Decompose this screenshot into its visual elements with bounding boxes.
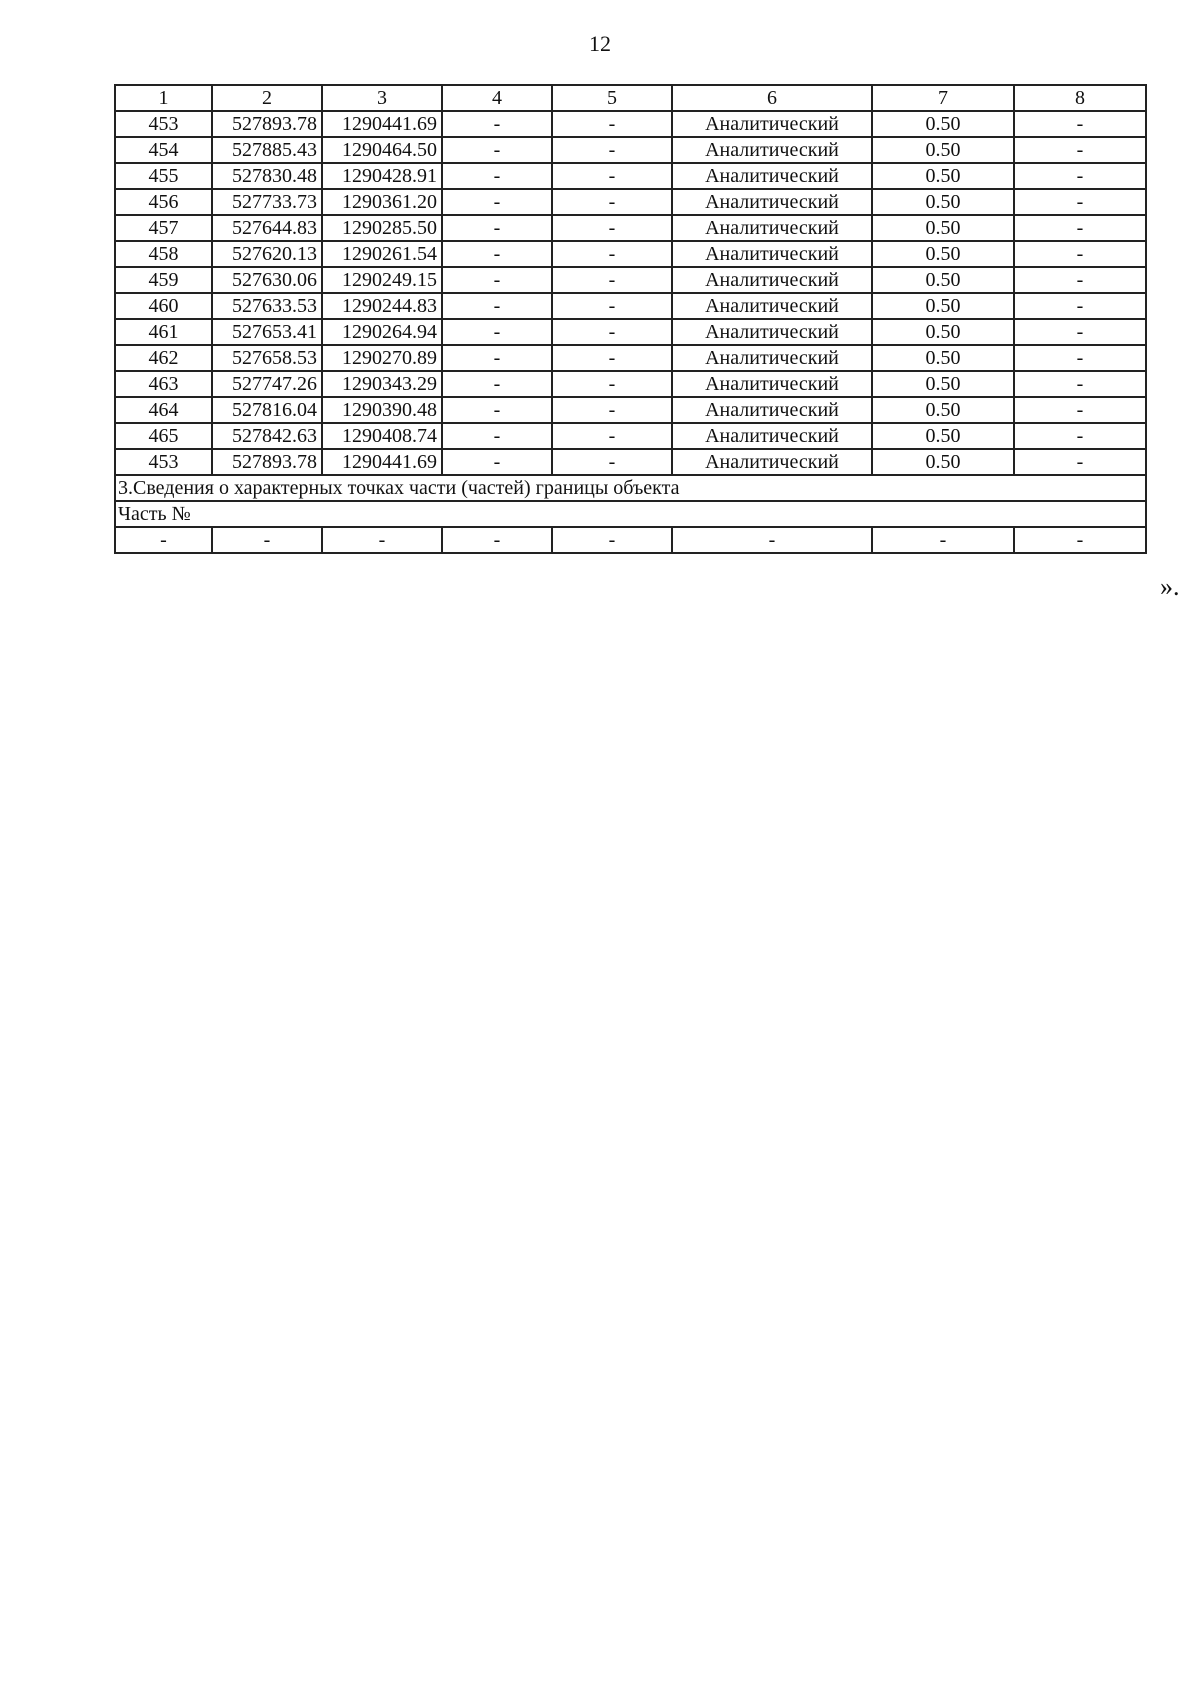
table-cell: - xyxy=(1014,215,1146,241)
table-cell: - xyxy=(552,267,672,293)
table-cell: - xyxy=(552,449,672,475)
table-cell: 453 xyxy=(115,449,212,475)
table-cell: 527658.53 xyxy=(212,345,322,371)
table-body xyxy=(115,85,1146,553)
table-cell: 1290261.54 xyxy=(322,241,442,267)
table-row xyxy=(115,163,1146,189)
table-cell: 1290390.48 xyxy=(322,397,442,423)
coordinates-table-container xyxy=(114,84,1145,554)
table-cell: 527747.26 xyxy=(212,371,322,397)
table-cell: - xyxy=(442,397,552,423)
table-row xyxy=(115,293,1146,319)
table-cell: 1290249.15 xyxy=(322,267,442,293)
table-cell: Аналитический xyxy=(672,137,872,163)
table-cell: - xyxy=(1014,293,1146,319)
table-cell: 0.50 xyxy=(872,293,1014,319)
table-cell: - xyxy=(1014,189,1146,215)
table-cell: 457 xyxy=(115,215,212,241)
table-cell: - xyxy=(212,527,322,553)
coordinates-table xyxy=(114,84,1147,554)
table-cell: - xyxy=(552,137,672,163)
section3-title: 3.Сведения о характерных точках части (частей) границы объекта xyxy=(115,475,1146,501)
table-cell: Аналитический xyxy=(672,423,872,449)
table-row xyxy=(115,215,1146,241)
table-cell: 458 xyxy=(115,241,212,267)
table-cell: - xyxy=(1014,319,1146,345)
table-cell: - xyxy=(552,163,672,189)
table-cell: - xyxy=(442,345,552,371)
table-cell: 0.50 xyxy=(872,163,1014,189)
table-cell: - xyxy=(552,215,672,241)
table-cell: Аналитический xyxy=(672,111,872,137)
table-cell: 527816.04 xyxy=(212,397,322,423)
page-number: 12 xyxy=(589,31,611,56)
table-cell: - xyxy=(442,423,552,449)
table-row xyxy=(115,241,1146,267)
table-cell: - xyxy=(442,215,552,241)
table-cell: 527893.78 xyxy=(212,111,322,137)
table-cell: - xyxy=(552,345,672,371)
part-label-row xyxy=(115,501,1146,527)
table-cell: - xyxy=(1014,397,1146,423)
table-cell: - xyxy=(442,319,552,345)
table-cell: 527893.78 xyxy=(212,449,322,475)
closing-quote-mark: ». xyxy=(1160,572,1180,601)
table-cell: 0.50 xyxy=(872,397,1014,423)
table-cell: Аналитический xyxy=(672,371,872,397)
table-cell: Аналитический xyxy=(672,319,872,345)
table-cell: Аналитический xyxy=(672,397,872,423)
table-cell: - xyxy=(1014,137,1146,163)
table-row xyxy=(115,371,1146,397)
table-cell: - xyxy=(1014,241,1146,267)
table-cell: - xyxy=(1014,267,1146,293)
table-cell: 459 xyxy=(115,267,212,293)
table-row xyxy=(115,449,1146,475)
table-cell: 1290343.29 xyxy=(322,371,442,397)
table-cell: - xyxy=(442,111,552,137)
table-cell: - xyxy=(1014,449,1146,475)
table-cell: 0.50 xyxy=(872,319,1014,345)
table-cell: 463 xyxy=(115,371,212,397)
table-cell: 1290441.69 xyxy=(322,449,442,475)
table-cell: 527620.13 xyxy=(212,241,322,267)
table-cell: - xyxy=(1014,345,1146,371)
table-cell: - xyxy=(672,527,872,553)
table-cell: 527653.41 xyxy=(212,319,322,345)
table-cell: - xyxy=(442,163,552,189)
table-cell: - xyxy=(322,527,442,553)
table-cell: 527630.06 xyxy=(212,267,322,293)
table-row xyxy=(115,345,1146,371)
table-cell: - xyxy=(1014,163,1146,189)
table-cell: - xyxy=(552,423,672,449)
table-cell: - xyxy=(1014,111,1146,137)
table-cell: 0.50 xyxy=(872,241,1014,267)
table-row xyxy=(115,267,1146,293)
table-cell: 5 xyxy=(552,85,672,111)
table-cell: - xyxy=(552,241,672,267)
table-cell: 527842.63 xyxy=(212,423,322,449)
table-cell: 1290464.50 xyxy=(322,137,442,163)
table-cell: - xyxy=(115,527,212,553)
table-cell: - xyxy=(552,293,672,319)
table-cell: Аналитический xyxy=(672,163,872,189)
table-cell: 0.50 xyxy=(872,137,1014,163)
table-cell: 6 xyxy=(672,85,872,111)
table-cell: 455 xyxy=(115,163,212,189)
table-cell: 1290285.50 xyxy=(322,215,442,241)
table-cell: - xyxy=(552,111,672,137)
table-cell: - xyxy=(1014,527,1146,553)
table-cell: Аналитический xyxy=(672,215,872,241)
table-cell: - xyxy=(442,293,552,319)
table-cell: 454 xyxy=(115,137,212,163)
table-cell: Аналитический xyxy=(672,345,872,371)
table-cell: 0.50 xyxy=(872,345,1014,371)
table-row xyxy=(115,397,1146,423)
table-cell: Аналитический xyxy=(672,189,872,215)
table-row xyxy=(115,137,1146,163)
table-cell: 2 xyxy=(212,85,322,111)
table-cell: 1290270.89 xyxy=(322,345,442,371)
table-row xyxy=(115,111,1146,137)
table-cell: Аналитический xyxy=(672,267,872,293)
table-cell: 1290264.94 xyxy=(322,319,442,345)
table-cell: - xyxy=(442,371,552,397)
table-cell: 527885.43 xyxy=(212,137,322,163)
table-cell: 460 xyxy=(115,293,212,319)
table-cell: - xyxy=(442,137,552,163)
table-cell: Аналитический xyxy=(672,293,872,319)
table-header-row xyxy=(115,85,1146,111)
table-cell: 527633.53 xyxy=(212,293,322,319)
table-cell: - xyxy=(552,371,672,397)
table-cell: 4 xyxy=(442,85,552,111)
table-row xyxy=(115,423,1146,449)
table-cell: 0.50 xyxy=(872,267,1014,293)
empty-part-row xyxy=(115,527,1146,553)
table-cell: 1290244.83 xyxy=(322,293,442,319)
table-cell: 7 xyxy=(872,85,1014,111)
table-cell: 527733.73 xyxy=(212,189,322,215)
table-cell: - xyxy=(552,319,672,345)
table-cell: Аналитический xyxy=(672,241,872,267)
table-cell: - xyxy=(442,241,552,267)
table-cell: 0.50 xyxy=(872,189,1014,215)
table-cell: 0.50 xyxy=(872,423,1014,449)
part-label: Часть № xyxy=(115,501,1146,527)
table-cell: 1290361.20 xyxy=(322,189,442,215)
table-cell: - xyxy=(552,397,672,423)
table-cell: 3 xyxy=(322,85,442,111)
table-cell: - xyxy=(552,189,672,215)
table-row xyxy=(115,319,1146,345)
table-cell: 464 xyxy=(115,397,212,423)
table-cell: 0.50 xyxy=(872,371,1014,397)
table-cell: - xyxy=(1014,423,1146,449)
table-cell: 527644.83 xyxy=(212,215,322,241)
table-cell: 8 xyxy=(1014,85,1146,111)
table-cell: 461 xyxy=(115,319,212,345)
table-cell: - xyxy=(1014,371,1146,397)
table-cell: 527830.48 xyxy=(212,163,322,189)
table-cell: - xyxy=(442,267,552,293)
table-cell: 0.50 xyxy=(872,111,1014,137)
table-cell: 462 xyxy=(115,345,212,371)
table-cell: - xyxy=(552,527,672,553)
table-cell: - xyxy=(442,449,552,475)
table-cell: 453 xyxy=(115,111,212,137)
table-cell: 1290408.74 xyxy=(322,423,442,449)
table-cell: 0.50 xyxy=(872,449,1014,475)
table-cell: - xyxy=(442,527,552,553)
section3-title-row xyxy=(115,475,1146,501)
table-cell: 1 xyxy=(115,85,212,111)
table-cell: Аналитический xyxy=(672,449,872,475)
table-cell: 0.50 xyxy=(872,215,1014,241)
table-row xyxy=(115,189,1146,215)
table-cell: 1290441.69 xyxy=(322,111,442,137)
table-cell: 456 xyxy=(115,189,212,215)
table-cell: 1290428.91 xyxy=(322,163,442,189)
table-cell: 465 xyxy=(115,423,212,449)
table-cell: - xyxy=(442,189,552,215)
table-cell: - xyxy=(872,527,1014,553)
